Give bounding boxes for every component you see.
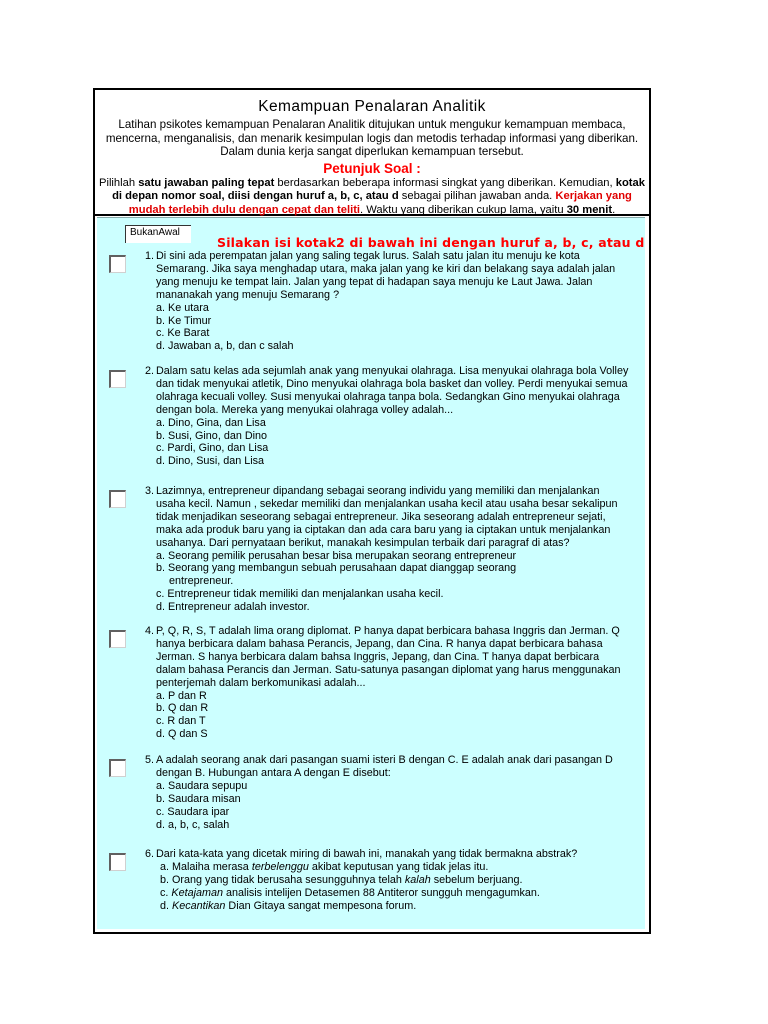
option-a: a. Dino, Gina, dan Lisa [156, 416, 266, 429]
question-number: 3. [145, 485, 155, 497]
option-a: a. Seorang pemilik perusahan besar bisa merupakan seorang entrepreneur [156, 549, 517, 562]
answer-box-4[interactable] [109, 630, 126, 648]
instructions-text: sebagai pilihan jawaban anda. [398, 190, 556, 202]
option-b: b. Seorang yang membangun sebuah perusahaan dapat dianggap seorang [156, 562, 517, 575]
answer-box-1[interactable] [109, 255, 126, 273]
option-italic-word: kalah [404, 873, 431, 886]
option-d: d. Dino, Susi, dan Lisa [156, 455, 265, 468]
question-number: 2. [145, 365, 155, 377]
option-text: Dian Gitaya sangat mempesona forum. [225, 899, 417, 912]
instructions-text: berdasarkan beberapa informasi singkat yang diberikan. Kemudian, [274, 176, 616, 189]
option-italic-word: Kecantikan [172, 899, 226, 912]
option-b: b. Susi, Gino, dan Dino [156, 429, 268, 442]
question-body [156, 485, 631, 614]
option-c: c. Entrepreneur tidak memiliki dan menjalankan usaha kecil. [156, 588, 444, 601]
options-list [156, 417, 631, 469]
question-text: A adalah seorang anak dari pasangan suami isteri B dengan C. E adalah anak dari pasangan D dengan B. Hubungan antara A dengan E disebut: [156, 754, 613, 779]
option-text: analisis intelijen Detasemen 88 Antiteror sungguh mengagumkan. [223, 886, 540, 899]
option-italic-word: terbelenggu [251, 860, 309, 873]
option-text: b. Orang yang tidak berusaha sesungguhnya telah [160, 873, 405, 886]
question-body [156, 754, 631, 831]
option-italic-word: Ketajaman [171, 886, 224, 899]
instructions-bold: kotak di depan nomor soal, diisi dengan huruf a, b, c, atau d [112, 176, 645, 202]
options-list [156, 861, 631, 913]
option-text: c. [160, 886, 172, 899]
option-text: akibat keputusan yang tidak jelas itu. [308, 860, 489, 873]
answer-box-6[interactable] [109, 853, 126, 871]
answer-box-2[interactable] [109, 370, 126, 388]
option-b: b. Q dan R [156, 702, 209, 715]
instructions-text: . [612, 203, 616, 216]
question-text: Lazimnya, entrepreneur dipandang sebagai seorang individu yang memiliki dan menjalankan usaha kecil. Namun , sekedar memiliki dan menjalankan usaha kecil atau usaha besar sekalipun tidak menjadikan seseorang sebagai entrepreneur. Jika seseorang adalah entrepreneur sejati, maka ada produk baru yang ia ciptakan dan ada cara baru yang ia ciptakan untuk menjalankan usahanya. Dari pernyataan berikut, manakah kesimpulan terbaik dari paragraf di atas? [156, 485, 618, 549]
option-d: d. Entrepreneur adalah investor. [156, 601, 310, 614]
option-a [160, 861, 631, 874]
worksheet-frame [93, 88, 651, 934]
question-number: 6. [145, 848, 155, 860]
option-text: d. [160, 899, 173, 912]
question-number: 4. [145, 625, 155, 637]
option-text: sebelum berjuang. [430, 873, 523, 886]
option-c: c. Ke Barat [156, 327, 210, 340]
start-button[interactable]: BukanAwal [125, 225, 191, 243]
options-list [156, 302, 631, 354]
option-d: d. Jawaban a, b, dan c salah [156, 340, 294, 353]
instructions-bold: satu jawaban paling tepat [138, 176, 275, 189]
question-body [156, 365, 631, 468]
option-a: a. Ke utara [156, 301, 209, 314]
instructions-time: 30 menit [566, 203, 613, 216]
option-d [160, 900, 631, 913]
option-b [160, 874, 631, 887]
question-number: 1. [145, 250, 155, 262]
answer-box-3[interactable] [109, 490, 126, 508]
question-text: Dalam satu kelas ada sejumlah anak yang menyukai olahraga. Lisa menyukai olahraga bola Volley dan tidak menyukai atletik, Dino menyukai olahraga bola basket dan volley. Perdi menyukai semua olahraga kecuali volley. Susi menyukai olahraga tanpa bola. Sedangkan Gino menyukai olahraga dengan bola. Mereka yang menyukai olahraga volley adalah... [156, 365, 629, 416]
question-text: P, Q, R, S, T adalah lima orang diplomat. P hanya dapat berbicara bahasa Inggris dan Jerman. Q hanya berbicara dalam bahasa Perancis, Jepang, dan Cina. R hanya dapat berbicara bahasa Jerman. S hanya berbicara dalam bahsa Inggris, Jepang, dan Cina. T hanya dapat berbicara dalam bahasa Perancis dan Jerman. Satu-satunya pasangan diplomat yang harus menggunakan penterjemah dalam berkomunikasi adalah... [156, 625, 621, 689]
intro-paragraph: Latihan psikotes kemampuan Penalaran Analitik ditujukan untuk mengukur kemampuan membaca, mencerna, menganalisis, dan menarik kesimpulan logis dan metodis terhadap informasi yang diberikan. Dalam dunia kerja sangat diperlukan kemampuan tersebut. [105, 118, 639, 158]
instructions-text: . Waktu yang diberikan cukup lama, yaitu [360, 203, 567, 216]
option-text: a. Malaiha merasa [160, 860, 252, 873]
instructions-warning: Kerjakan yang mudah terlebih dulu dengan cepat dan teliti [128, 190, 632, 216]
worksheet-header [95, 90, 649, 216]
option-b: b. Ke Timur [156, 314, 212, 327]
question-number: 5. [145, 754, 155, 766]
question-text: Dari kata-kata yang dicetak miring di bawah ini, manakah yang tidak bermakna abstrak? [156, 848, 578, 860]
options-list [156, 690, 631, 742]
option-b: b. Saudara misan [156, 792, 241, 805]
option-a: a. Saudara sepupu [156, 779, 248, 792]
question-body [156, 625, 631, 741]
option-d: d. a, b, c, salah [156, 818, 230, 831]
question-text: Di sini ada perempatan jalan yang saling tegak lurus. Salah satu jalan itu menuju ke kota Semarang. Jika saya menghadap utara, maka jalan yang ke kiri dan belakang saya adalah jalan yang menuju ke tempat lain. Jalan yang tepat di hadapan saya menuju ke Laut Jawa. Jalan mananakah yang menuju Semarang ? [156, 250, 616, 301]
options-list [156, 780, 631, 832]
option-c: c. Saudara ipar [156, 805, 230, 818]
fill-instruction-banner: Silakan isi kotak2 di bawah ini dengan huruf a, b, c, atau d [217, 235, 645, 250]
instructions-text: Pilihlah [99, 176, 139, 189]
instructions-paragraph [99, 177, 645, 218]
option-a: a. P dan R [156, 689, 207, 702]
option-c [160, 887, 631, 900]
option-b-continued: entrepreneur. [169, 575, 234, 588]
question-body [156, 250, 631, 353]
instructions-title: Petunjuk Soal : [323, 160, 421, 176]
answer-box-5[interactable] [109, 759, 126, 777]
question-area [97, 217, 645, 929]
page-title: Kemampuan Penalaran Analitik [258, 98, 486, 115]
option-c: c. Pardi, Gino, dan Lisa [156, 442, 269, 455]
options-list [156, 550, 631, 615]
question-body [156, 848, 631, 913]
option-c: c. R dan T [156, 715, 206, 728]
option-d: d. Q dan S [156, 728, 208, 741]
